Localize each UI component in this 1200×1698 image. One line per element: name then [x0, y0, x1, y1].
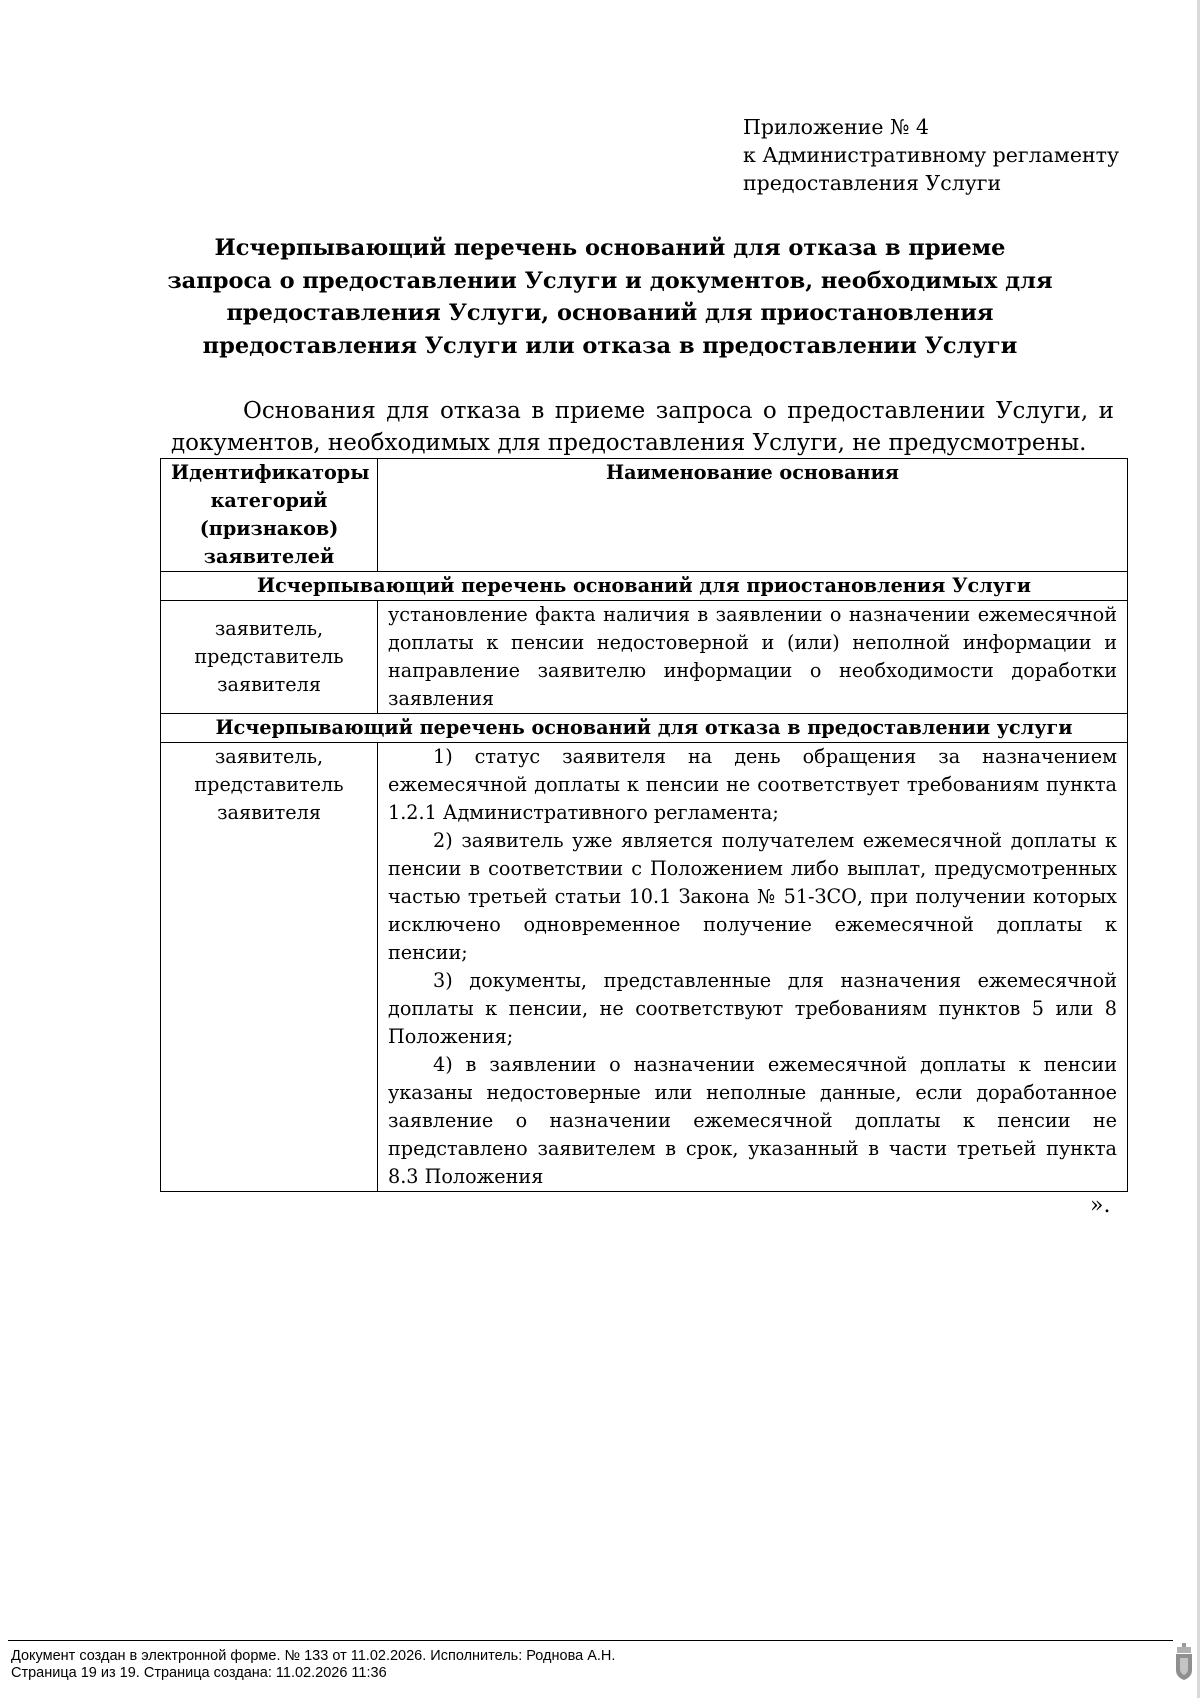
appendix-line-number: Приложение № 4	[743, 115, 929, 139]
ground-cell	[378, 601, 1128, 714]
ground-item: 1) статус заявителя на день обращения за назначением ежемесячной доплаты к пенсии не соответствует требованиям пункта 1.2.1 Административного регламента;	[388, 745, 1117, 824]
appendix-line-service: предоставления Услуги	[743, 171, 1002, 195]
section-heading-row	[161, 714, 1128, 743]
section-heading-row	[161, 572, 1128, 601]
ground-item: 2) заявитель уже является получателем ежемесячной доплаты к пенсии в соответствии с Положением либо выплат, предусмотренных частью третьей статьи 10.1 Закона № 51-ЗСО, при получении которых исключено одновременное получение ежемесячной доплаты к пенсии;	[388, 829, 1117, 964]
table-row	[161, 601, 1128, 714]
appendix-reference	[743, 113, 1119, 197]
header-applicant-categories: Идентификаторы категорий (признаков) заявителей	[161, 459, 378, 572]
table-row	[161, 743, 1128, 1192]
appendix-line-regulation: к Административному регламенту	[743, 143, 1120, 167]
footer-divider	[8, 1640, 1173, 1641]
document-footer	[11, 1648, 615, 1681]
document-title: Исчерпывающий перечень оснований для отказа в приеме запроса о предоставлении Услуги и документов, необходимых для предоставления Услуги, оснований для приостановления предоставления Услуги или отказа в предоставлении Услуги	[167, 235, 1053, 359]
ground-cell	[378, 743, 1128, 1192]
coat-of-arms-icon	[1173, 1642, 1195, 1682]
table-header-row	[161, 459, 1128, 572]
section-heading-suspension: Исчерпывающий перечень оснований для приостановления Услуги	[161, 572, 1128, 601]
grounds-table	[160, 458, 1128, 1192]
ground-item: 4) в заявлении о назначении ежемесячной доплаты к пенсии указаны недостоверные или неполные данные, если доработанное заявление о назначении ежемесячной доплаты к пенсии не представлено заявителем в срок, указанный в части третьей пункта 8.3 Положения	[388, 1053, 1117, 1188]
category-cell: заявитель, представитель заявителя	[161, 601, 378, 714]
intro-paragraph: Основания для отказа в приеме запроса о предоставлении Услуги, и документов, необходимых для предоставления Услуги, не предусмотрены.	[171, 398, 1114, 456]
header-ground-name: Наименование основания	[378, 459, 1128, 572]
footer-line-page: Страница 19 из 19. Страница создана: 11.02.2026 11:36	[11, 1664, 387, 1681]
footer-line-created: Документ создан в электронной форме. № 133 от 11.02.2026. Исполнитель: Роднова А.Н.	[11, 1648, 616, 1664]
ground-item: 3) документы, представленные для назначения ежемесячной доплаты к пенсии, не соответствуют требованиям пунктов 5 или 8 Положения;	[388, 969, 1117, 1048]
section-heading-refusal: Исчерпывающий перечень оснований для отказа в предоставлении услуги	[161, 714, 1128, 743]
category-cell: заявитель, представитель заявителя	[161, 743, 378, 1192]
closing-quote: ».	[1090, 1193, 1111, 1218]
ground-item: установление факта наличия в заявлении о назначении ежемесячной доплаты к пенсии недостоверной и (или) неполной информации и направление заявителю информации о необходимости доработки заявления	[388, 603, 1117, 710]
